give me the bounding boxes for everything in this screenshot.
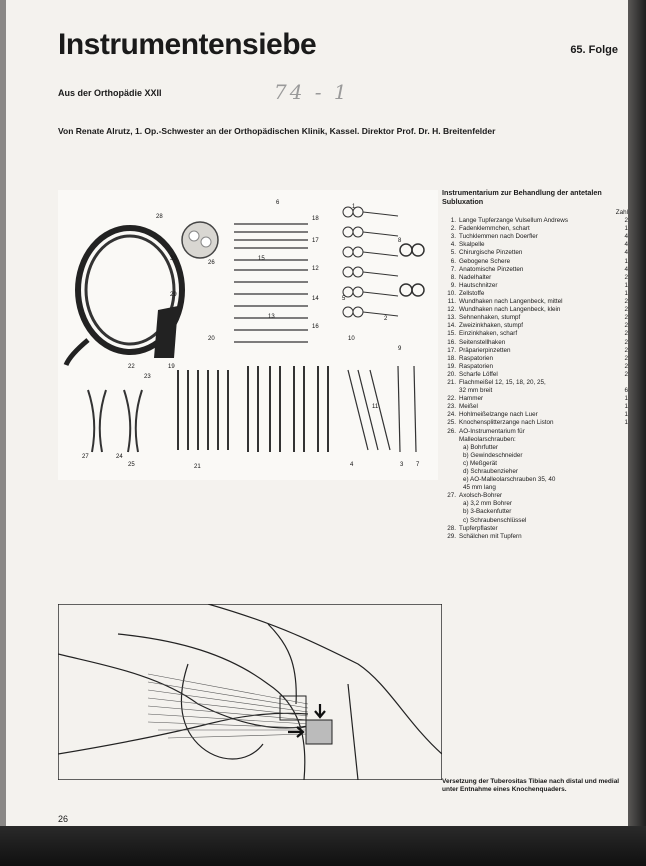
photo-label: 18 (312, 216, 319, 222)
legend-item-count: 1 (624, 289, 628, 297)
legend-item (442, 436, 628, 444)
legend-item-count: 1 (624, 225, 628, 233)
photo-label: 9 (398, 346, 402, 352)
legend-item (442, 508, 628, 516)
legend-item (442, 379, 628, 387)
legend-item-count: 1 (624, 419, 628, 427)
legend-item-text: Präparierpinzetten (459, 346, 511, 354)
legend-item-count: 2 (624, 306, 628, 314)
legend-item (442, 290, 628, 298)
legend-item-text: Zweizinkhaken, stumpf (459, 322, 524, 330)
photo-label: 2 (384, 316, 388, 322)
legend-item-text: Hammer (459, 395, 484, 403)
legend-item-number (442, 517, 459, 525)
instrument-tray-photo (58, 190, 438, 480)
legend-item-text: c) Schraubenschlüssel (463, 516, 527, 524)
knee-diagram (58, 604, 442, 780)
legend-item-number (442, 508, 459, 516)
legend-item (442, 460, 628, 468)
legend-item (442, 282, 628, 290)
legend-item (442, 347, 628, 355)
magazine-page (6, 0, 628, 850)
swab-dish (182, 222, 218, 258)
legend-item-text: 45 mm lang (463, 484, 496, 492)
legend-item-number (442, 444, 459, 452)
tibia-outline (118, 634, 305, 780)
handwritten-note: 74 - 1 (274, 80, 350, 104)
legend-item-count: 2 (624, 273, 628, 281)
legend-item (442, 419, 628, 427)
legend-item (442, 217, 628, 225)
photo-label: 3 (400, 462, 404, 468)
legend-item-count (620, 500, 628, 508)
legend-item-count (620, 533, 628, 541)
photo-label: 16 (312, 324, 319, 330)
legend-item (442, 322, 628, 330)
legend-item (442, 411, 628, 419)
subtitle: Aus der Orthopädie XXII (58, 88, 162, 98)
diagram-caption: Versetzung der Tuberositas Tibiae nach distal und medial unter Entnahme eines Knochenquaders. (442, 778, 620, 793)
legend-item-text: Tupferpflaster (459, 524, 498, 532)
legend-item-text: e) AO-Malleolarschrauben 35, 40 (463, 476, 556, 484)
legend-item-number: 13. (447, 314, 456, 322)
legend-item-text: Scharfe Löffel (459, 370, 498, 378)
legend-item-count: 2 (624, 338, 628, 346)
legend-item-text: Raspatorien (459, 354, 493, 362)
legend-item-number (442, 468, 459, 476)
legend-item-count: 2 (624, 370, 628, 378)
legend-item (442, 492, 628, 500)
legend-item-number (442, 476, 459, 484)
legend-item-count: 2 (624, 314, 628, 322)
legend-item (442, 517, 628, 525)
legend-item-text: Hohlmeißelzange nach Luer (459, 411, 538, 419)
author-byline: Von Renate Alrutz, 1. Op.-Schwester an der Orthopädischen Klinik, Kassel. Direktor Prof. Dr. H. Breitenfelder (58, 126, 496, 136)
instrument-legend (442, 188, 628, 541)
legend-item-text: Anatomische Pinzetten (459, 265, 524, 273)
legend-item-count (620, 525, 628, 533)
legend-item-text: AO-Instrumentarium für (459, 427, 525, 435)
legend-item-number (442, 436, 459, 444)
legend-item-count: 2 (624, 298, 628, 306)
photo-label: 24 (116, 454, 123, 460)
legend-item-text: c) Meßgerät (463, 459, 497, 467)
legend-item-count (620, 460, 628, 468)
legend-item (442, 249, 628, 257)
page-title: Instrumentensiebe (58, 28, 317, 61)
legend-item (442, 395, 628, 403)
legend-item-number: 9. (450, 281, 456, 289)
legend-item (442, 500, 628, 508)
legend-item (442, 484, 628, 492)
legend-item-count: 4 (624, 241, 628, 249)
legend-item-text: a) 3,2 mm Bohrer (463, 500, 512, 508)
photo-label: 12 (312, 266, 319, 272)
legend-item-number: 17. (447, 346, 456, 354)
legend-item-count (620, 452, 628, 460)
legend-item (442, 330, 628, 338)
legend-item (442, 476, 628, 484)
legend-item-number: 3. (450, 233, 456, 241)
legend-item-number: 28. (447, 524, 456, 532)
series-number: 65. Folge (570, 44, 618, 56)
patella-outline (181, 664, 263, 759)
photo-label: 4 (350, 462, 354, 468)
photo-label: 23 (144, 374, 151, 380)
legend-item (442, 533, 628, 541)
scan-bottom-edge (0, 826, 646, 866)
legend-item-number: 6. (450, 257, 456, 265)
legend-item-text: Wundhaken nach Langenbeck, klein (459, 306, 561, 314)
photo-label: 20 (208, 336, 215, 342)
photo-label: 5 (342, 296, 346, 302)
legend-item (442, 306, 628, 314)
legend-item-number: 1. (450, 217, 456, 225)
legend-item-count (620, 508, 628, 516)
legend-item-text: b) 3-Backenfutter (463, 508, 512, 516)
legend-item-number: 18. (447, 354, 456, 362)
legend-item-count (620, 436, 628, 444)
photo-label: 1 (352, 204, 356, 210)
legend-item (442, 428, 628, 436)
legend-item-count: 4 (624, 265, 628, 273)
legend-item-number (442, 387, 459, 395)
legend-item (442, 258, 628, 266)
legend-item-text: Malleolarschrauben: (459, 435, 516, 443)
photo-label: 13 (268, 314, 275, 320)
legend-item (442, 233, 628, 241)
legend-item-count (620, 517, 628, 525)
legend-item-count (620, 428, 628, 436)
photo-label: 15 (258, 256, 265, 262)
photo-label: 8 (398, 238, 402, 244)
legend-item-text: Sehnenhaken, stumpf (459, 314, 521, 322)
legend-item-text: Einzinkhaken, scharf (459, 330, 518, 338)
legend-item-text: Wundhaken nach Langenbeck, mittel (459, 298, 563, 306)
legend-item (442, 387, 628, 395)
legend-item-number: 5. (450, 249, 456, 257)
legend-item-text: Seitenstellhaken (459, 338, 506, 346)
legend-item-text: Fadenklemmchen, schart (459, 225, 530, 233)
legend-item-text: d) Schraubenzieher (463, 468, 518, 475)
legend-item-number: 26. (447, 427, 456, 435)
photo-label: 25 (128, 462, 135, 468)
legend-item-text: Schälchen mit Tupfern (459, 532, 522, 540)
legend-item-count: 2 (624, 217, 628, 225)
legend-item (442, 241, 628, 249)
legend-item-count: 1 (624, 281, 628, 289)
photo-label: 14 (312, 296, 319, 302)
legend-item-text: Knochensplitterzange nach Liston (459, 419, 554, 427)
photo-label: 28 (156, 214, 163, 220)
legend-item-number: 22. (447, 395, 456, 403)
legend-item-text: Flachmeißel 12, 15, 18, 20, 25, (459, 378, 546, 386)
photo-label: 26 (208, 260, 215, 266)
photo-label: 27 (82, 454, 89, 460)
legend-item (442, 452, 628, 460)
legend-item-text: Raspatorien (459, 362, 493, 370)
legend-item-count (620, 492, 628, 500)
legend-item-number: 20. (447, 370, 456, 378)
legend-heading: Instrumentarium zur Behandlung der antetalen Subluxation (442, 188, 602, 206)
legend-item-count (620, 379, 628, 387)
legend-items (442, 217, 628, 541)
page-number: 26 (58, 814, 69, 824)
photo-label: 30 (170, 256, 177, 262)
legend-item-text: Lange Tupferzange Vulsellum Andrews (459, 217, 568, 225)
legend-item-count: 1 (624, 257, 628, 265)
legend-item-number (442, 484, 459, 492)
legend-item-number: 2. (450, 225, 456, 233)
legend-item-number: 4. (450, 241, 456, 249)
legend-item-text: Zellstoffe (459, 289, 485, 297)
legend-item-number: 25. (447, 419, 456, 427)
legend-item-number: 15. (447, 330, 456, 338)
legend-item (442, 339, 628, 347)
legend-item-number: 23. (447, 403, 456, 411)
photo-label: 19 (168, 364, 175, 370)
legend-item (442, 363, 628, 371)
legend-item-number: 27. (447, 492, 456, 500)
legend-item-count (620, 476, 628, 484)
legend-item (442, 444, 628, 452)
photo-label: 17 (312, 238, 319, 244)
legend-item-text: Hautschnitzer (459, 281, 498, 289)
photo-label: 29 (170, 292, 177, 298)
legend-item-text: Meißel (459, 403, 478, 411)
legend-item (442, 298, 628, 306)
legend-item-count: 2 (624, 322, 628, 330)
legend-item-count: 4 (624, 249, 628, 257)
legend-item-count: 2 (624, 330, 628, 338)
legend-item-count (620, 468, 628, 476)
arrow-down-icon (315, 704, 325, 717)
legend-item-number: 24. (447, 411, 456, 419)
photo-label: 21 (194, 464, 201, 470)
legend-item-text: b) Gewindeschneider (463, 451, 523, 459)
legend-item-text: Axolsch-Bohrer (459, 492, 503, 500)
legend-item-number: 19. (447, 362, 456, 370)
instrument-photo-illustration (58, 190, 438, 480)
legend-item-count: 4 (624, 233, 628, 241)
legend-item-number: 10. (447, 289, 456, 297)
legend-item (442, 274, 628, 282)
legend-item-count: 1 (624, 403, 628, 411)
legend-item (442, 355, 628, 363)
legend-item (442, 525, 628, 533)
legend-item-number: 11. (447, 298, 456, 306)
tibia-transfer-illustration (58, 604, 442, 780)
photo-label: 6 (276, 200, 280, 206)
legend-item-text: 32 mm breit (459, 387, 493, 395)
legend-item-number: 14. (447, 322, 456, 330)
legend-item-text: Skalpelle (459, 241, 485, 249)
legend-item-number: 16. (447, 338, 456, 346)
legend-item-count: 1 (624, 395, 628, 403)
legend-item (442, 371, 628, 379)
legend-item-count: 1 (624, 411, 628, 419)
bone-block (306, 720, 332, 744)
legend-count-label: Zahl (615, 209, 628, 216)
legend-item (442, 468, 628, 476)
photo-label: 10 (348, 336, 355, 342)
legend-item-text: Tuchklemmen nach Doerfler (459, 233, 538, 241)
legend-item-count: 2 (624, 346, 628, 354)
legend-item (442, 314, 628, 322)
legend-item-number (442, 452, 459, 460)
legend-item-text: a) Bohrfutter (463, 443, 498, 451)
legend-item (442, 403, 628, 411)
ligament-fibers (148, 674, 308, 738)
photo-label: 11 (372, 404, 379, 410)
legend-item-number: 8. (450, 273, 456, 281)
legend-item-number: 21. (447, 378, 456, 386)
legend-item-text: Chirurgische Pinzetten (459, 249, 523, 257)
legend-item-count: 6 (624, 387, 628, 395)
legend-item-text: Gebogene Schere (459, 257, 511, 265)
legend-item (442, 225, 628, 233)
legend-item-text: Nadelhalter (459, 273, 492, 281)
legend-item-count: 2 (624, 354, 628, 362)
legend-item (442, 266, 628, 274)
legend-item-number (442, 460, 459, 468)
photo-label: 7 (416, 462, 420, 468)
legend-item-count (620, 444, 628, 452)
legend-item-count: 2 (624, 362, 628, 370)
photo-label: 22 (128, 364, 135, 370)
legend-item-number: 7. (450, 265, 456, 273)
legend-item-number: 12. (447, 306, 456, 314)
legend-item-count (620, 484, 628, 492)
scan-edge-shadow (628, 0, 646, 866)
legend-item-number (442, 500, 459, 508)
legend-item-number: 29. (447, 532, 456, 540)
